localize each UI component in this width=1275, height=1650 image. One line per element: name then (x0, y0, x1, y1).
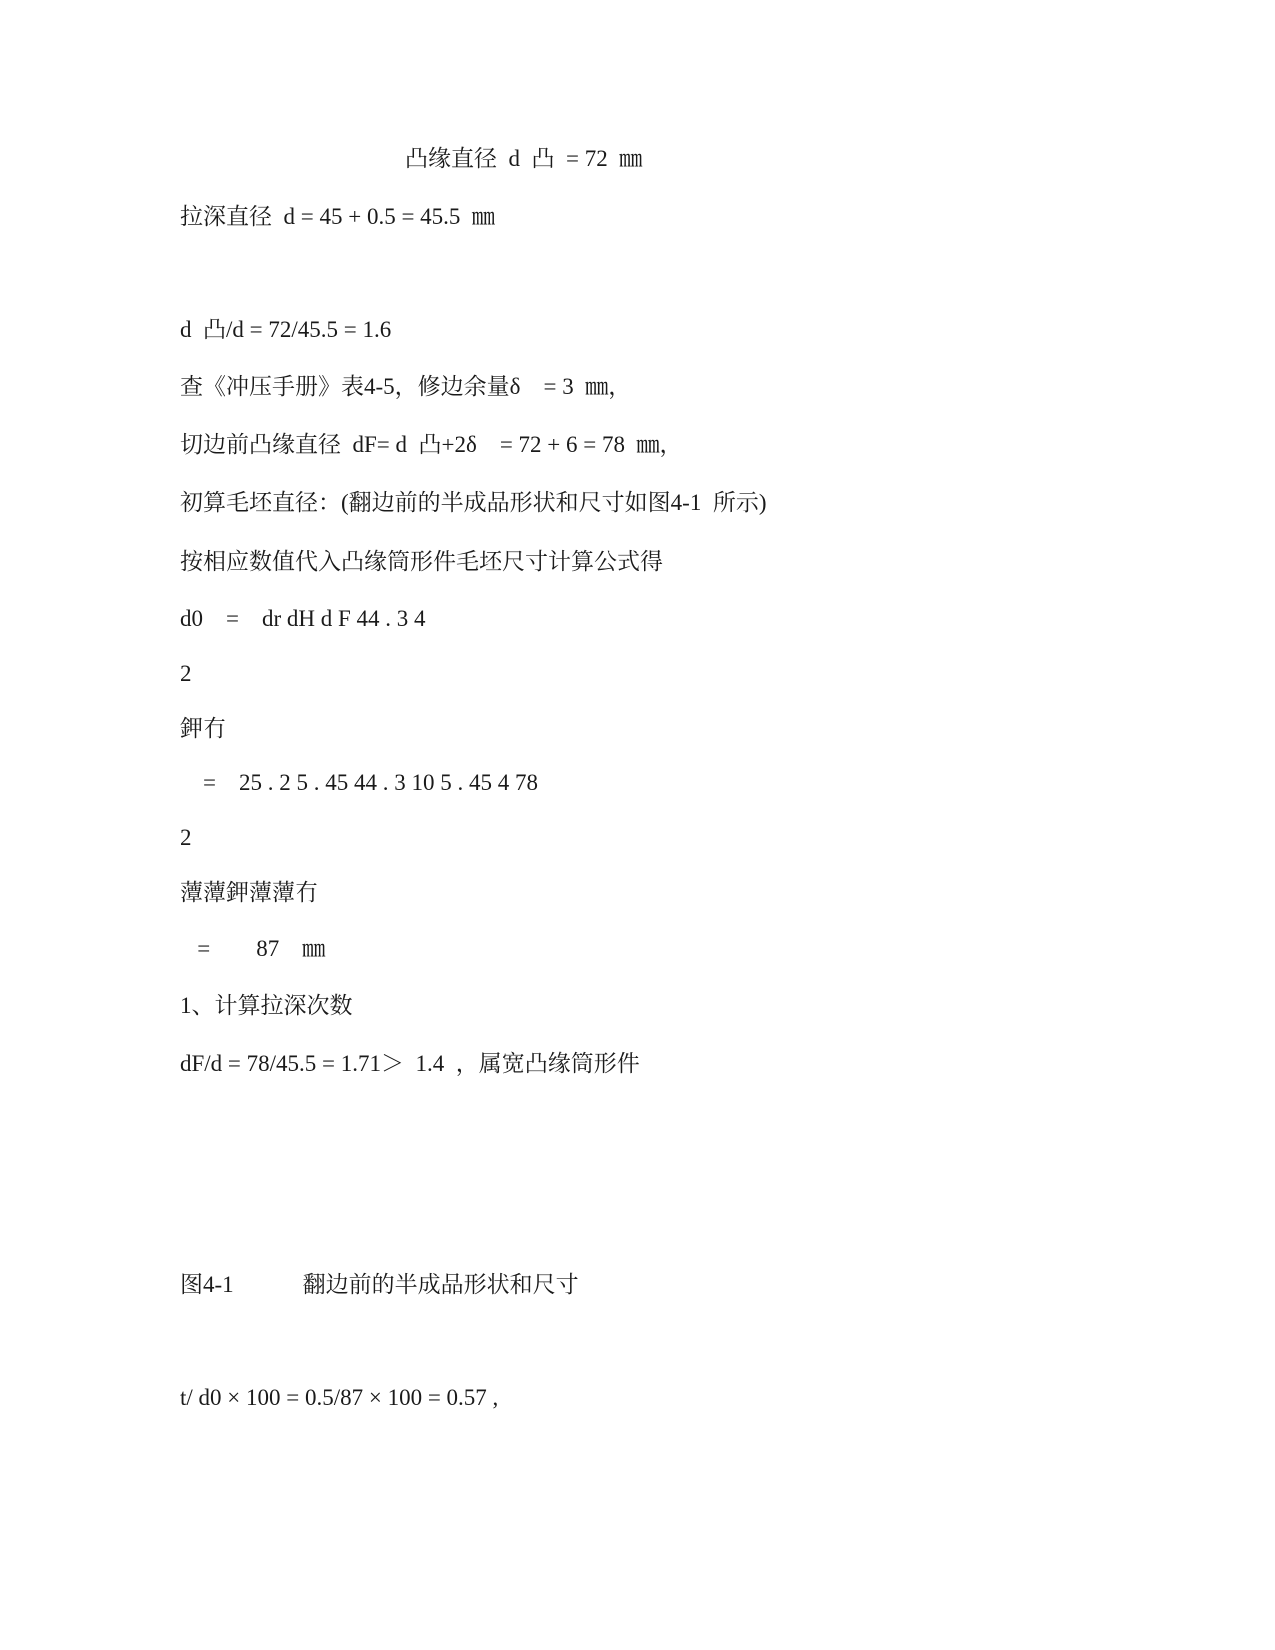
text-line-garbled-2: 藫藫鉀藫藫冇 (180, 880, 318, 905)
text-line-ratio: d 凸/d = 72/45.5 = 1.6 (180, 317, 392, 342)
text-line-relative-thickness: t/ d0 × 100 = 0.5/87 × 100 = 0.57 , (180, 1385, 499, 1410)
text-line-formula-exponent-1: 2 (180, 661, 192, 686)
text-line-formula-exponent-2: 2 (180, 825, 192, 850)
text-line-formula-intro: 按相应数值代入凸缘筒形件毛坯尺寸计算公式得 (180, 549, 663, 574)
section-heading-draw-count: 1、计算拉深次数 (180, 993, 353, 1018)
text-line-blank-estimate: 初算毛坯直径：(翻边前的半成品形状和尺寸如图4-1 所示) (180, 490, 767, 515)
text-line-formula-substitution: = 25 . 2 5 . 45 44 . 3 10 5 . 45 4 78 (180, 770, 538, 795)
text-line-formula-d0: d0 = dr dH d F 44 . 3 4 (180, 606, 426, 631)
text-line-draw-diameter: 拉深直径 d = 45 + 0.5 = 45.5 ㎜ (180, 204, 495, 229)
text-line-flange-diameter: 凸缘直径 d 凸 = 72 ㎜ (405, 146, 643, 171)
text-line-garbled-1: 鉀冇 (180, 716, 226, 741)
text-line-pre-trim-diameter: 切边前凸缘直径 dF= d 凸+2δ = 72 + 6 = 78 ㎜， (180, 432, 683, 457)
text-line-trim-allowance: 查《冲压手册》表4-5，修边余量δ = 3 ㎜， (180, 374, 632, 399)
figure-caption: 图4-1 翻边前的半成品形状和尺寸 (180, 1272, 579, 1297)
text-line-result: = 87 ㎜ (180, 936, 326, 961)
text-line-flange-ratio: dF/d = 78/45.5 = 1.71＞ 1.4 ，属宽凸缘筒形件 (180, 1051, 640, 1076)
